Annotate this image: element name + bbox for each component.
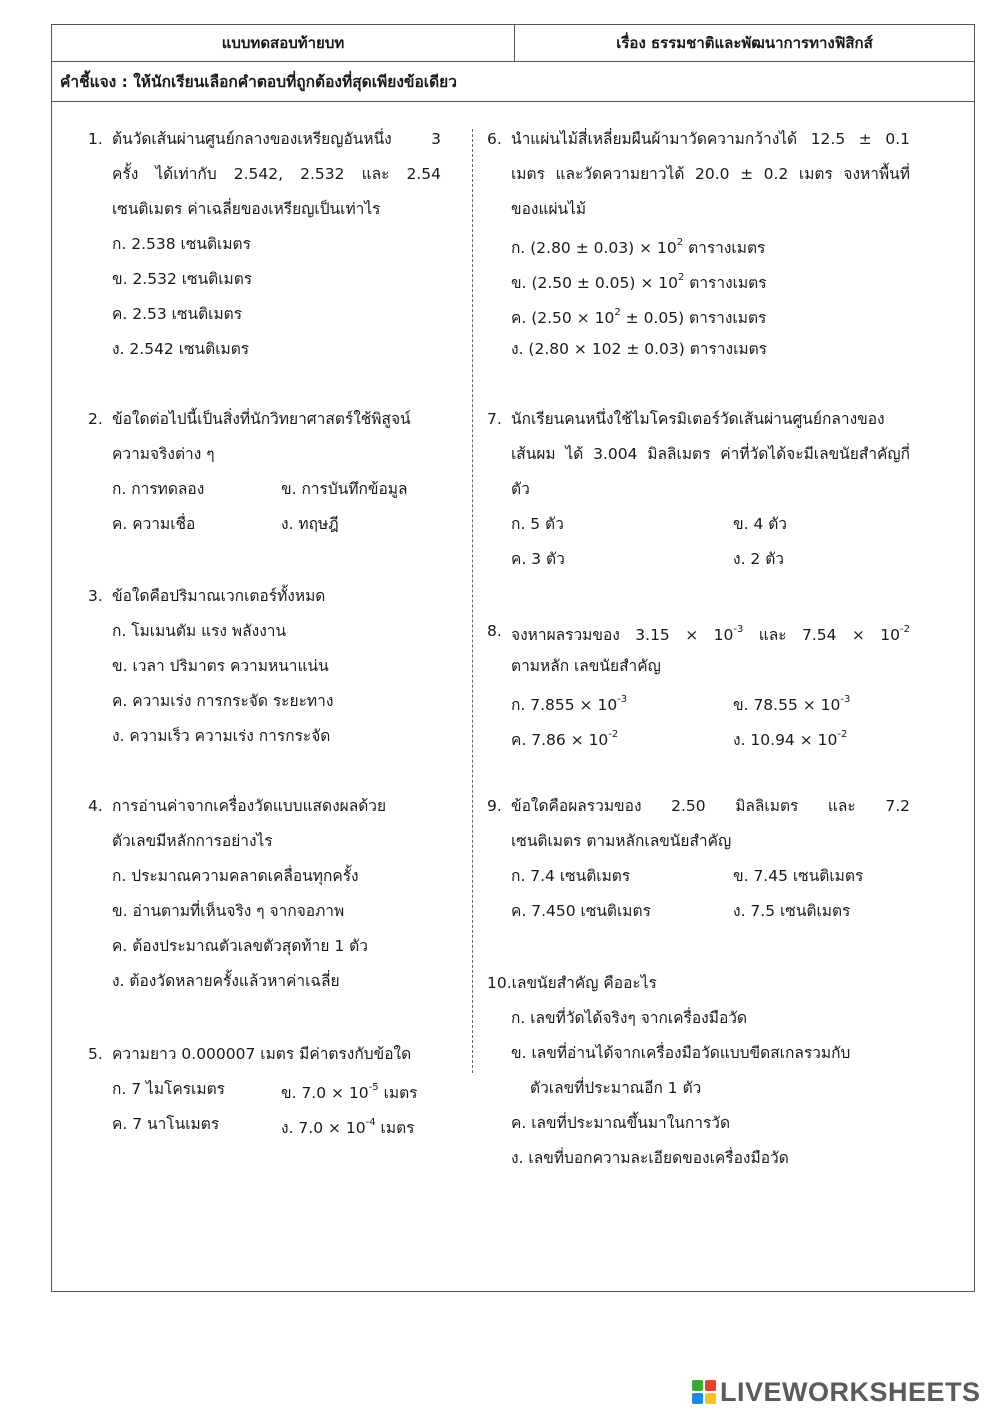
question-number: 4. — [88, 797, 103, 815]
option-b[interactable]: ข. 7.45 เซนติเมตร — [733, 867, 864, 885]
test-title: แบบทดสอบท้ายบท — [52, 25, 515, 61]
option-c[interactable]: ค. เลขที่ประมาณขึ้นมาในการวัด — [511, 1114, 731, 1132]
option-d[interactable]: ง. ต้องวัดหลายครั้งแล้วหาค่าเฉลี่ย — [112, 972, 340, 990]
question-number: 5. — [88, 1045, 103, 1063]
option-c[interactable]: ค. $(2.50 \times 10^2 \pm 0.05)$ ตารางเมตร — [511, 307, 767, 328]
option-a[interactable]: ก. 2.538 เซนติเมตร — [112, 235, 251, 253]
option-a[interactable]: ก. 5 ตัว — [511, 515, 564, 533]
option-b[interactable]: ข. การบันทึกข้อมูล — [281, 480, 408, 498]
question-number: 1. — [88, 130, 103, 148]
question-text: การอ่านค่าจากเครื่องวัดแบบแสดงผลด้วย — [112, 797, 387, 815]
question-8 — [487, 614, 910, 754]
question-4 — [88, 789, 441, 999]
option-a[interactable]: ก. โมเมนตัม แรง พลังงาน — [112, 622, 287, 640]
question-text: ครั้ง ได้เท่ากับ 2.542, 2.532 และ 2.54 — [112, 165, 441, 183]
topic-title: เรื่อง ธรรมชาติและพัฒนาการทางฟิสิกส์ — [616, 34, 873, 52]
question-text: ข้อใดคือปริมาณเวกเตอร์ทั้งหมด — [112, 587, 326, 605]
question-text: เลขนัยสำคัญ คืออะไร — [511, 974, 657, 992]
question-2 — [88, 402, 441, 542]
option-c[interactable]: ค. ต้องประมาณตัวเลขตัวสุดท้าย 1 ตัว — [112, 937, 368, 955]
question-text: เส้นผม ได้ 3.004 มิลลิเมตร ค่าที่วัดได้จะมีเลขนัยสำคัญกี่ — [511, 445, 910, 463]
question-text: ความจริงต่าง ๆ — [112, 445, 215, 463]
header-row — [52, 25, 974, 62]
question-number: 10. — [487, 974, 512, 992]
question-number: 3. — [88, 587, 103, 605]
column-divider — [472, 129, 473, 1073]
option-c[interactable]: ค. 2.53 เซนติเมตร — [112, 305, 243, 323]
option-d[interactable]: ง. 2 ตัว — [733, 550, 784, 568]
question-text: ตัว — [511, 480, 530, 498]
option-a[interactable]: ก. $7.855 \times 10^{-3}$ — [511, 694, 628, 715]
option-d[interactable]: ง. $7.0 \times 10^{-4}$ เมตร — [281, 1117, 415, 1138]
option-a[interactable]: ก. 7 ไมโครเมตร — [112, 1080, 225, 1098]
option-b[interactable]: ข. เวลา ปริมาตร ความหนาแน่น — [112, 657, 329, 675]
option-d[interactable]: ง. 7.5 เซนติเมตร — [733, 902, 851, 920]
question-text: เมตร และวัดความยาวได้ 20.0 ± 0.2 เมตร จงหาพื้นที่ — [511, 165, 910, 183]
liveworksheets-brand — [692, 1377, 981, 1407]
option-b[interactable]: ข. อ่านตามที่เห็นจริง ๆ จากจอภาพ — [112, 902, 345, 920]
option-d[interactable]: ง. $10.94 \times 10^{-2}$ — [733, 729, 848, 750]
option-d[interactable]: ง. เลขที่บอกความละเอียดของเครื่องมือวัด — [511, 1149, 789, 1167]
option-b[interactable]: ข. 4 ตัว — [733, 515, 788, 533]
question-text: เซนติเมตร ตามหลักเลขนัยสำคัญ — [511, 832, 732, 850]
question-9 — [487, 789, 910, 929]
question-text: เซนติเมตร ค่าเฉลี่ยของเหรียญเป็นเท่าไร — [112, 200, 381, 218]
question-text: ตัวเลขมีหลักการอย่างไร — [112, 832, 273, 850]
instruction: คำชี้แจง : ให้นักเรียนเลือกคำตอบที่ถูกต้องที่สุดเพียงข้อเดียว — [52, 62, 974, 102]
option-b[interactable]: ข. $(2.50 \pm 0.05) \times 10^2$ ตารางเมตร — [511, 272, 767, 293]
option-c[interactable]: ค. ความเร่ง การกระจัด ระยะทาง — [112, 692, 334, 710]
option-c[interactable]: ค. 3 ตัว — [511, 550, 565, 568]
question-number: 9. — [487, 797, 502, 815]
option-a[interactable]: ก. เลขที่วัดได้จริงๆ จากเครื่องมือวัด — [511, 1009, 748, 1027]
option-b[interactable]: ข. $78.55 \times 10^{-3}$ — [733, 694, 851, 715]
option-c[interactable]: ค. $7.86 \times 10^{-2}$ — [511, 729, 619, 750]
question-text: นักเรียนคนหนึ่งใช้ไมโครมิเตอร์วัดเส้นผ่านศูนย์กลางของ — [511, 410, 885, 428]
option-d[interactable]: ง. ทฤษฎี — [281, 515, 339, 533]
option-b-continued: ตัวเลขที่ประมาณอีก 1 ตัว — [530, 1079, 702, 1097]
question-number: 7. — [487, 410, 502, 428]
question-text: ข้อใดคือผลรวมของ 2.50 มิลลิเมตร และ 7.2 — [511, 797, 910, 815]
option-d[interactable]: ง. (2.80 × 102 ± 0.03) ตารางเมตร — [511, 340, 768, 358]
question-text: ของแผ่นไม้ — [511, 200, 587, 218]
question-number: 6. — [487, 130, 502, 148]
option-c[interactable]: ค. 7 นาโนเมตร — [112, 1115, 220, 1133]
option-c[interactable]: ค. ความเชื่อ — [112, 515, 196, 533]
question-1 — [88, 122, 441, 367]
question-text: ข้อใดต่อไปนี้เป็นสิ่งที่นักวิทยาศาสตร์ใช้พิสูจน์ — [112, 410, 411, 428]
liveworksheets-logo-icon — [692, 1380, 716, 1404]
question-5 — [88, 1037, 441, 1142]
question-text: นำแผ่นไม้สี่เหลี่ยมผืนผ้ามาวัดความกว้างได้ 12.5 ± 0.1 — [511, 130, 910, 148]
option-a[interactable]: ก. การทดลอง — [112, 480, 205, 498]
option-b[interactable]: ข. $7.0 \times 10^{-5}$ เมตร — [281, 1082, 418, 1103]
option-b[interactable]: ข. เลขที่อ่านได้จากเครื่องมือวัดแบบขีดสเกลรวมกับ — [511, 1044, 851, 1062]
question-number: 8. — [487, 622, 502, 640]
option-b[interactable]: ข. 2.532 เซนติเมตร — [112, 270, 253, 288]
question-3 — [88, 579, 441, 754]
option-a[interactable]: ก. 7.4 เซนติเมตร — [511, 867, 631, 885]
option-d[interactable]: ง. ความเร็ว ความเร่ง การกระจัด — [112, 727, 331, 745]
question-number: 2. — [88, 410, 103, 428]
question-6 — [487, 122, 910, 367]
brand-text: LIVEWORKSHEETS — [720, 1376, 981, 1407]
question-7 — [487, 402, 910, 577]
option-a[interactable]: ก. $(2.80 \pm 0.03) \times 10^2$ ตารางเมตร — [511, 237, 766, 258]
option-c[interactable]: ค. 7.450 เซนติเมตร — [511, 902, 651, 920]
option-a[interactable]: ก. ประมาณความคลาดเคลื่อนทุกครั้ง — [112, 867, 359, 885]
option-d[interactable]: ง. 2.542 เซนติเมตร — [112, 340, 250, 358]
question-10 — [487, 966, 910, 1176]
question-text: จงหาผลรวมของ $3.15 \times 10^{-3}$ และ $7.54 \times 10^{-2}$ — [511, 624, 911, 645]
question-text: ตามหลัก เลขนัยสำคัญ — [511, 657, 661, 675]
question-text: ต้นวัดเส้นผ่านศูนย์กลางของเหรียญอันหนึ่ง 3 — [112, 130, 441, 148]
question-text: ความยาว 0.000007 เมตร มีค่าตรงกับข้อใด — [112, 1045, 412, 1063]
